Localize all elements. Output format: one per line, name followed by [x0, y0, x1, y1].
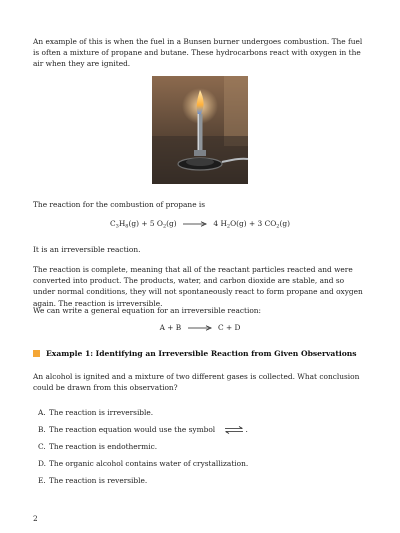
- option-d[interactable]: [38, 459, 248, 468]
- option-text: The reaction is endothermic.: [49, 442, 158, 451]
- propane-combustion-equation: [0, 219, 400, 228]
- option-letter: C.: [38, 442, 46, 451]
- option-letter: E.: [38, 476, 46, 485]
- example-marker-icon: [33, 350, 40, 357]
- option-text: The reaction is reversible.: [49, 476, 148, 485]
- option-letter: D.: [38, 459, 47, 468]
- option-letter: B.: [38, 425, 46, 434]
- eq-text: 4 H: [213, 219, 227, 228]
- equilibrium-arrow-icon: [224, 426, 244, 434]
- combustion-intro: The reaction for the combustion of propane is: [33, 200, 206, 209]
- eq-sub: 3: [115, 223, 119, 230]
- general-equation: [0, 323, 400, 332]
- reaction-arrow-icon: [188, 325, 212, 331]
- eq-sub: 8: [125, 223, 129, 230]
- option-text: The organic alcohol contains water of crystallization.: [49, 459, 249, 468]
- option-c[interactable]: [38, 442, 157, 451]
- option-text: The reaction is irreversible.: [49, 408, 154, 417]
- option-a[interactable]: [38, 408, 153, 417]
- example-question: An alcohol is ignited and a mixture of two different gases is collected. What conclusion could be drawn from this observation?: [33, 372, 360, 393]
- option-suffix: .: [245, 425, 248, 434]
- eq-sub: 2: [226, 223, 231, 230]
- eq-text: H: [118, 219, 126, 228]
- general-eq-rhs: C + D: [217, 323, 241, 332]
- eq-sub: 2: [276, 223, 280, 230]
- option-text: The reaction equation would use the symbol: [49, 425, 216, 434]
- eq-text: O(g) + 3 CO: [230, 219, 277, 228]
- example-heading: [33, 349, 357, 358]
- reaction-arrow-icon: [183, 221, 207, 227]
- example-title: Example 1: Identifying an Irreversible Reaction from Given Observations: [46, 349, 357, 358]
- bunsen-burner-photo: [152, 76, 248, 184]
- eq-text: (g): [166, 219, 177, 228]
- eq-text: (g) + 5 O: [128, 219, 163, 228]
- complete-reaction-paragraph: The reaction is complete, meaning that all of the reactant particles reacted and were converted into product. The products, water, and carbon dioxide are stable, and so under normal conditions, they will not spontaneously react to form propane and oxygen again. The reaction is irreversible.: [33, 265, 363, 308]
- option-letter: A.: [38, 408, 46, 417]
- option-b[interactable]: [38, 425, 248, 434]
- page-number: 2: [33, 514, 38, 523]
- eq-sub: 2: [162, 223, 167, 230]
- option-e[interactable]: [38, 476, 147, 485]
- intro-paragraph: An example of this is when the fuel in a Bunsen burner undergoes combustion. The fuel is often a mixture of propane and butane. These hydrocarbons react with oxygen in the air when they are ignited.: [33, 37, 363, 69]
- general-eq-lhs: A + B: [159, 323, 182, 332]
- general-equation-intro: We can write a general equation for an irreversible reaction:: [33, 306, 262, 315]
- eq-text: (g): [279, 219, 290, 228]
- irreversible-statement: It is an irreversible reaction.: [33, 245, 141, 254]
- eq-text: C: [110, 219, 116, 228]
